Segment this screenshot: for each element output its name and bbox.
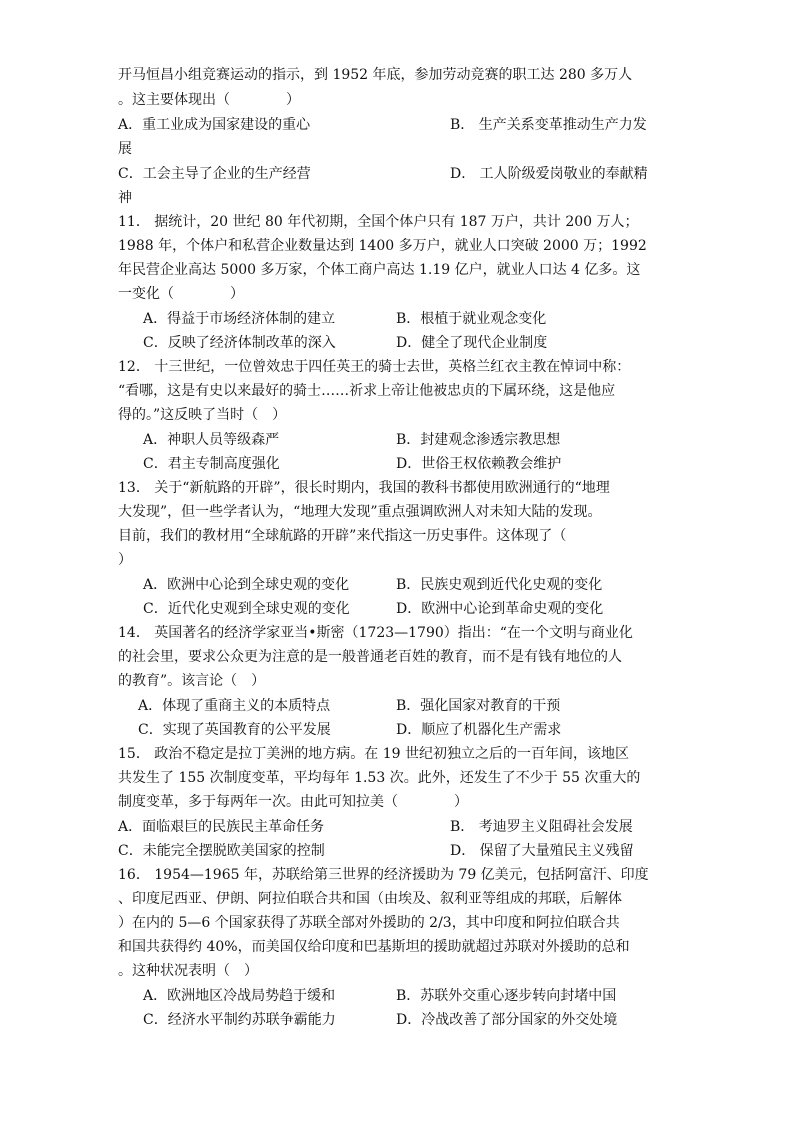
q16-stem-line-3: ）在内的 5—6 个国家获得了苏联全部对外援助的 2/3，其中印度和阿拉伯联合共 [118,915,620,931]
q15-stem-line-1: 15． 政治不稳定是拉丁美洲的地方病。在 19 世纪初独立之后的一百年间，该地区 [118,746,629,762]
q11-option-b: B．根植于就业观念变化 [396,311,547,327]
q10-option-d-continued: 神 [118,190,132,206]
q12-stem-line-3: 得的。”这反映了当时（ ） [118,407,287,423]
q11-stem-line-2: 1988 年，个体户和私营企业数量达到 1400 多万户，就业人口突破 2000 万；1992 [118,238,647,254]
q16-option-d: D．冷战改善了部分国家的外交处境 [396,1012,618,1028]
q11-stem-line-3: 年民营企业高达 5000 多万家，个体工商户高达 1.19 亿户，就业人口达 4 亿多。这 [118,262,641,278]
q10-option-c: C．工会主导了企业的生产经营 [118,166,311,182]
q15-option-c: C．未能完全摆脱欧美国家的控制 [118,843,325,859]
q15-stem-line-2: 共发生了 155 次制度变革，平均每年 1.53 次。此外，还发生了不少于 55 次重大的 [118,770,641,786]
q10-option-b-continued: 展 [118,141,132,157]
q12-option-a: A．神职人员等级森严 [143,432,280,448]
q11-option-a: A．得益于市场经济体制的建立 [143,311,336,327]
q11-option-d: D．健全了现代企业制度 [396,335,548,351]
q16-option-a: A．欧洲地区冷战局势趋于缓和 [143,988,336,1004]
q16-option-b: B．苏联外交重心逐步转向封堵中国 [396,988,617,1004]
q12-stem-line-1: 12． 十三世纪，一位曾效忠于四任英王的骑士去世，英格兰红衣主教在悼词中称： [118,359,631,375]
q16-stem-line-5: 。这种状况表明（ ） [118,963,258,979]
q10-option-d: D． 工人阶级爱岗敬业的奉献精 [450,166,648,182]
q10-stem-line-1: 开马恒昌小组竞赛运动的指示，到 1952 年底，参加劳动竞赛的职工达 280 多万人 [118,67,633,83]
q13-option-b: B．民族史观到近代化史观的变化 [396,577,603,593]
q16-stem-line-1: 16． 1954—1965 年，苏联给第三世界的经济援助为 79 亿美元，包括阿富汗、印度 [118,867,649,883]
q15-option-d: D． 保留了大量殖民主义残留 [450,843,634,859]
q10-option-a: A．重工业成为国家建设的重心 [118,117,311,133]
q15-option-b: B． 考迪罗主义阻碍社会发展 [450,819,633,835]
q12-option-c: C．君主专制高度强化 [143,456,280,472]
q12-option-d: D．世俗王权依赖教会维护 [396,456,562,472]
q11-stem-line-1: 11． 据统计，20 世纪 80 年代初期，全国个体户只有 187 万户，共计 200 万人； [118,214,639,230]
q13-option-d: D．欧洲中心论到革命史观的变化 [396,601,604,617]
q14-option-c: C．实现了英国教育的公平发展 [138,722,331,738]
q16-stem-line-4: 和国共获得约 40%，而美国仅给印度和巴基斯坦的援助就超过苏联对外援助的总和 [118,939,630,955]
q13-stem-line-3: 目前，我们的教材用“全球航路的开辟”来代指这一历史事件。这体现了（ [118,528,567,544]
q14-option-a: A．体现了重商主义的本质特点 [138,698,331,714]
q12-stem-line-2: “看哪，这是有史以来最好的骑士……祈求上帝让他被忠贞的下属环绕，这是他应 [118,383,616,399]
q14-stem-line-2: 的社会里，要求公众更为注意的是一般普通老百姓的教育，而不是有钱有地位的人 [118,649,622,665]
q14-option-b: B．强化国家对教育的干预 [396,698,561,714]
q11-option-c: C．反映了经济体制改革的深入 [143,335,336,351]
q10-stem-line-2: 。这主要体现出（ ） [118,92,300,108]
q14-option-d: D．顺应了机器化生产需求 [396,722,562,738]
q14-stem-line-1: 14． 英国著名的经济学家亚当•斯密（1723—1790）指出：“在一个文明与商业化 [118,625,633,641]
q15-stem-line-3: 制度变革，多于每两年一次。由此可知拉美（ ） [118,794,468,810]
q13-stem-line-2: 大发现”，但一些学者认为，“地理大发现”重点强调欧洲人对未知大陆的发现。 [118,504,602,520]
q13-stem-line-1: 13． 关于“新航路的开辟”，很长时期内，我国的教科书都使用欧洲通行的“地理 [118,480,610,496]
q12-option-b: B．封建观念渗透宗教思想 [396,432,561,448]
q13-option-a: A．欧洲中心论到全球史观的变化 [143,577,350,593]
q16-stem-line-2: 、印度尼西亚、伊朗、阿拉伯联合共和国（由埃及、叙利亚等组成的邦联，后解体 [118,891,622,907]
q15-option-a: A．面临艰巨的民族民主革命任务 [118,819,325,835]
q10-option-b: B． 生产关系变革推动生产力发 [450,117,647,133]
q16-option-c: C．经济水平制约苏联争霸能力 [143,1012,336,1028]
q11-stem-line-4: 一变化（ ） [118,286,244,302]
q14-stem-line-3: 的教育”。该言论（ ） [118,673,266,689]
q13-stem-line-4: ） [118,552,132,568]
q13-option-c: C．近代化史观到全球史观的变化 [143,601,350,617]
